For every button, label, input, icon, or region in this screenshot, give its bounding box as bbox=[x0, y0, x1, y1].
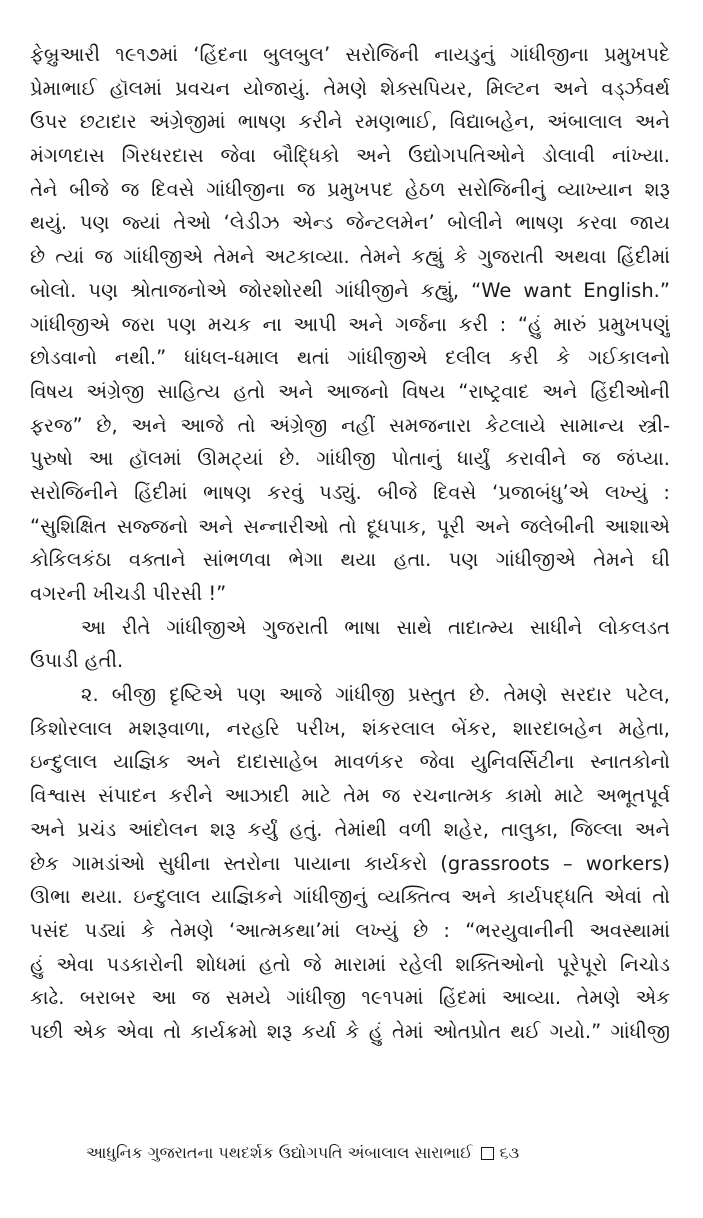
text-line: મંગળદાસ ગિરધરદાસ જેવા બૌદ્ધિકો અને ઉદ્યોગપતિઓને ડોલાવી નાંખ્યા. bbox=[30, 144, 670, 168]
text-line: વિષય અંગ્રેજી સાહિત્ય હતો અને આજનો વિષય “રાષ્ટ્રવાદ અને હિંદીઓની bbox=[30, 379, 670, 403]
text-line: ઇન્દુલાલ યાજ્ઞિક અને દાદાસાહેબ માવળંકર જેવા યુનિવર્સિટીના સ્નાતકોનો bbox=[30, 750, 670, 774]
text-line: કોકિલકંઠા વક્તાને સાંભળવા ભેગા થયા હતા. પણ ગાંધીજીએ તેમને ઘી bbox=[30, 548, 670, 572]
text-line: પછી એક એવા તો કાર્યક્રમો શરૂ કર્યા કે હું તેમાં ઓતપ્રોત થઈ ગયો.” ગાંધીજી bbox=[30, 1019, 670, 1043]
text-line: ઉપર છટાદાર અંગ્રેજીમાં ભાષણ કરીને રમણભાઈ, વિદ્યાબહેન, અંબાલાલ અને bbox=[30, 110, 670, 134]
paragraph-start-line: આ રીતે ગાંધીજીએ ગુજરાતી ભાષા સાથે તાદાત્મ્ય સાધીને લોકલડત bbox=[81, 615, 670, 639]
text-line: “સુશિક્ષિત સજ્જનો અને સન્નારીઓ તો દૂધપાક, પૂરી અને જલેબીની આશાએ bbox=[30, 514, 670, 538]
text-line: કાઢે. બરાબર આ જ સમયે ગાંધીજી ૧૯૧૫માં હિંદમાં આવ્યા. તેમણે એક bbox=[30, 986, 670, 1010]
page-body bbox=[30, 38, 670, 1049]
running-title: આધુનિક ગુજરાતના પથદર્શક ઉદ્યોગપતિ અંબાલાલ સારાભાઈ bbox=[86, 1143, 473, 1162]
text-line: છે ત્યાં જ ગાંધીજીએ તેમને અટકાવ્યા. તેમને કહ્યું કે ગુજરાતી અથવા હિંદીમાં bbox=[30, 245, 670, 269]
text-line: પસંદ પડ્યાં કે તેમણે ‘આત્મકથા’માં લખ્યું છે : “ભરયુવાનીની અવસ્થામાં bbox=[30, 918, 670, 942]
page-footer bbox=[86, 1138, 646, 1168]
text-line: પુરુષો આ હૉલમાં ઊમટ્યાં છે. ગાંધીજી પોતાનું ધાર્યું કરાવીને જ જંપ્યા. bbox=[30, 447, 670, 471]
paragraph-start-line: ૨. બીજી દૃષ્ટિએ પણ આજે ગાંધીજી પ્રસ્તુત છે. તેમણે સરદાર પટેલ, bbox=[81, 683, 670, 707]
text-line: ઊભા થયા. ઇન્દુલાલ યાજ્ઞિકને ગાંધીજીનું વ્યક્તિત્વ અને કાર્યપદ્ધતિ એવાં તો bbox=[30, 885, 670, 909]
text-line: છેક ગામડાંઓ સુધીના સ્તરોના પાયાના કાર્યકરો (grassroots – workers) bbox=[30, 851, 670, 875]
text-line: તેને બીજે જ દિવસે ગાંધીજીના જ પ્રમુખપદ હેઠળ સરોજિનીનું વ્યાખ્યાન શરૂ bbox=[30, 177, 670, 201]
text-line: ગાંધીજીએ જરા પણ મચક ના આપી અને ગર્જના કરી : “હું મારું પ્રમુખપણું bbox=[30, 312, 670, 336]
text-line: કિશોરલાલ મશરૂવાળા, નરહરિ પરીખ, શંકરલાલ બેંકર, શારદાબહેન મહેતા, bbox=[30, 716, 670, 740]
text-line: હું એવા પડકારોની શોધમાં હતો જે મારામાં રહેલી શક્તિઓનો પૂરેપૂરો નિચોડ bbox=[30, 952, 670, 976]
text-line: છોડવાનો નથી.” ધાંધલ-ધમાલ થતાં ગાંધીજીએ દલીલ કરી કે ગઈકાલનો bbox=[30, 346, 670, 370]
text-line: બોલો. પણ શ્રોતાજનોએ જોરશોરથી ગાંધીજીને કહ્યું, “We want English.” bbox=[30, 278, 670, 302]
text-line: અને પ્રચંડ આંદોલન શરૂ કર્યું હતું. તેમાંથી વળી શહેર, તાલુકા, જિલ્લા અને bbox=[30, 817, 670, 841]
page-number: ૬૩ bbox=[499, 1143, 520, 1162]
text-line: વિશ્વાસ સંપાદન કરીને આઝાદી માટે તેમ જ રચનાત્મક કામો માટે અભૂતપૂર્વ bbox=[30, 784, 670, 808]
text-line: ફરજ” છે, અને આજે તો અંગ્રેજી નહીં સમજનારા કેટલાયે સામાન્ય સ્ત્રી- bbox=[30, 413, 670, 437]
text-line: ફેબ્રુઆરી ૧૯૧૭માં ‘હિંદના બુલબુલ’ સરોજિની નાયડુનું ગાંધીજીના પ્રમુખપદે bbox=[30, 43, 670, 66]
text-line: વગરની ખીચડી પીરસી !” bbox=[30, 582, 227, 605]
text-line: સરોજિનીને હિંદીમાં ભાષણ કરવું પડ્યું. બીજે દિવસે ‘પ્રજાબંધુ’એ લખ્યું : bbox=[30, 480, 670, 504]
text-line: થયું. પણ જ્યાં તેઓ ‘લેડીઝ એન્ડ જેન્ટલમેન’ બોલીને ભાષણ કરવા જાય bbox=[30, 211, 670, 235]
text-line: ઉપાડી હતી. bbox=[30, 649, 124, 673]
square-box-icon bbox=[481, 1147, 494, 1160]
text-line: પ્રેમાભાઈ હૉલમાં પ્રવચન યોજાયું. તેમણે શેક્સપિયર, મિલ્ટન અને વર્ડ્ઝવર્થ bbox=[30, 76, 670, 100]
